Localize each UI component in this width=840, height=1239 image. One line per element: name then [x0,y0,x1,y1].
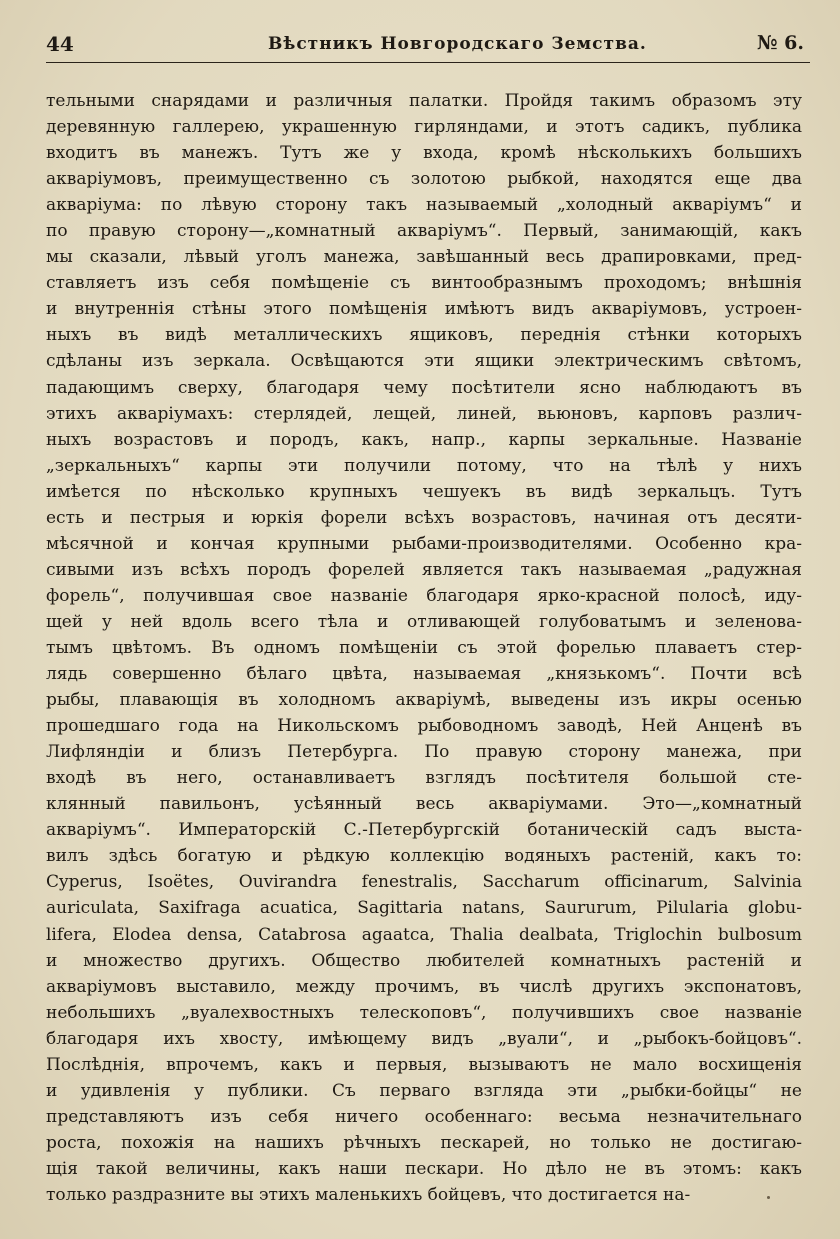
text-line: акваріума: по лѣвую сторону такъ называемый „холодный акваріумъ“ и [46,195,802,216]
text-line: прошедшаго года на Никольскомъ рыбоводномъ заводѣ, Ней Анценѣ въ [46,716,802,737]
text-line: лядь совершенно бѣлаго цвѣта, называемая „князькомъ“. Почти всѣ [46,664,802,685]
text-line: благодаря ихъ хвосту, имѣющему видъ „вуали“, и „рыбокъ-бойцовъ“. [46,1028,802,1049]
text-line: и внутреннія стѣны этого помѣщенія имѣютъ видъ акваріумовъ, устроен- [46,299,802,320]
text-line: входѣ въ него, останавливаетъ взглядъ посѣтителя большой сте- [46,768,802,789]
text-line: Лифляндіи и близъ Петербурга. По правую сторону манежа, при [46,742,802,763]
text-line: lifera, Elodea densa, Catabrosa agaatca, Thalia dealbata, Triglochin bulbosum [46,924,802,945]
text-line: Послѣднія, впрочемъ, какъ и первыя, вызываютъ не мало восхищенія [46,1054,802,1075]
text-line: по правую сторону—„комнатный акваріумъ“. Первый, занимающій, какъ [46,221,802,242]
header-rule [46,62,810,63]
text-line: ныхъ въ видѣ металлическихъ ящиковъ, переднія стѣнки которыхъ [46,325,802,346]
text-line: форель“, получившая свое названіе благодаря ярко-красной полосѣ, иду- [46,585,802,606]
text-line: представляютъ изъ себя ничего особеннаго: весьма незначительнаго [46,1106,802,1127]
text-line: акваріумовъ выставило, между прочимъ, въ числѣ другихъ экспонатовъ, [46,976,802,997]
text-line: мы сказали, лѣвый уголъ манежа, завѣшанный весь драпировками, пред- [46,247,802,268]
text-line: Cyperus, Isoëtes, Ouvirandra fenestralis, Saccharum officinarum, Salvinia [46,872,802,893]
running-title: Вѣстникъ Новгородскаго Земства. [268,34,647,54]
text-line: auriculata, Saxifraga acuatica, Sagittaria natans, Saururum, Pilularia globu- [46,898,802,919]
text-line: вилъ здѣсь богатую и рѣдкую коллекцію водяныхъ растеній, какъ то: [46,846,802,867]
text-line: роста, похожія на нашихъ рѣчныхъ пескарей, но только не достигаю- [46,1132,802,1153]
text-line: щія такой величины, какъ наши пескари. Но дѣло не въ этомъ: какъ [46,1158,802,1179]
body-text [46,88,802,1208]
text-line: рыбы, плавающія въ холодномъ акваріумѣ, выведены изъ икры осенью [46,690,802,711]
text-line: щей у ней вдоль всего тѣла и отливающей голубоватымъ и зеленова- [46,611,802,632]
text-line: акваріумъ“. Императорскій С.-Петербургскій ботаническій садъ выста- [46,820,802,841]
text-line: сдѣланы изъ зеркала. Освѣщаются эти ящики электрическимъ свѣтомъ, [46,351,802,372]
text-line: только раздразните вы этихъ маленькихъ бойцевъ, что достигается на- [46,1184,691,1205]
text-line: падающимъ сверху, благодаря чему посѣтители ясно наблюдаютъ въ [46,377,802,398]
text-line: и удивленія у публики. Съ перваго взгляда эти „рыбки-бойцы“ не [46,1080,802,1101]
text-line: сивыми изъ всѣхъ породъ форелей является такъ называемая „радужная [46,559,802,580]
text-line: входитъ въ манежъ. Тутъ же у входа, кромѣ нѣсколькихъ большихъ [46,143,802,164]
text-line: имѣется по нѣсколько крупныхъ чешуекъ въ видѣ зеркальцъ. Тутъ [46,481,802,502]
printer-mark [767,1196,770,1199]
page-number: 44 [46,32,74,56]
text-line: ныхъ возрастовъ и породъ, какъ, напр., карпы зеркальные. Названіе [46,429,802,450]
text-line: деревянную галлерею, украшенную гирляндами, и этотъ садикъ, публика [46,117,802,138]
text-line: небольшихъ „вуалехвостныхъ телескоповъ“, получившихъ свое названіе [46,1002,802,1023]
issue-number: № 6. [756,32,804,54]
text-line: и множество другихъ. Общество любителей комнатныхъ растеній и [46,950,802,971]
text-line: этихъ акваріумахъ: стерлядей, лещей, линей, вьюновъ, карповъ различ- [46,403,802,424]
text-line: „зеркальныхъ“ карпы эти получили потому, что на тѣлѣ у нихъ [46,455,802,476]
text-line: ставляетъ изъ себя помѣщеніе съ винтообразнымъ проходомъ; внѣшнія [46,273,802,294]
text-line: акваріумовъ, преимущественно съ золотою рыбкой, находятся еще два [46,169,802,190]
text-line: тельными снарядами и различныя палатки. Пройдя такимъ образомъ эту [46,91,802,111]
text-line: есть и пестрыя и юркія форели всѣхъ возрастовъ, начиная отъ десяти- [46,507,802,528]
text-line: тымъ цвѣтомъ. Въ одномъ помѣщеніи съ этой форелью плаваетъ стер- [46,637,802,658]
text-line: мѣсячной и кончая крупными рыбами-производителями. Особенно кра- [46,533,802,554]
page-header [46,26,810,62]
text-line: клянный павильонъ, усѣянный весь акваріумами. Это—„комнатный [46,794,802,815]
